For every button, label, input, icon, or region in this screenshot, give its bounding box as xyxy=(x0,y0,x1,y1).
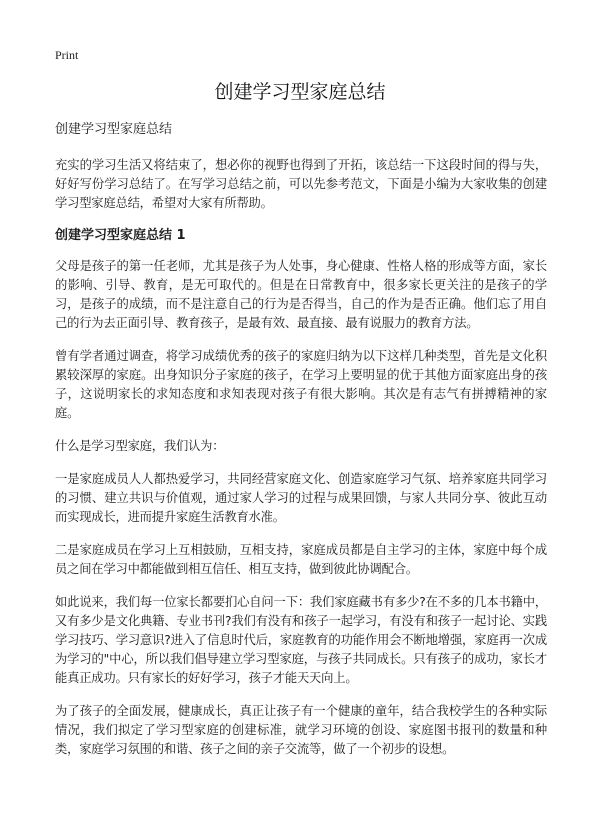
body-paragraph: 为了孩子的全面发展，健康成长，真正让孩子有一个健康的童年，结合我校学生的各种实际情况，我们拟定了学习型家庭的创建标准，就学习环境的创设、家庭图书报刊的数量和种类，家庭学习氛围的和谐、孩子之间的亲子交流等，做了一个初步的设想。 xyxy=(55,704,547,756)
document-subtitle: 创建学习型家庭总结 xyxy=(55,122,173,137)
body-paragraph: 什么是学习型家庭，我们认为： xyxy=(55,439,225,453)
body-paragraph: 二是家庭成员在学习上互相鼓励，互相支持，家庭成员都是自主学习的主体，家庭中每个成员之间在学习中都能做到相互信任、相互支持，做到彼此协调配合。 xyxy=(55,543,547,576)
body-paragraph: 一是家庭成员人人都热爱学习，共同经营家庭文化、创造家庭学习气氛、培养家庭共同学习的习惯、建立共识与价值观，通过家人学习的过程与成果回馈，与家人共同分享、彼此互动而实现成长，进而提升家庭生活教育水准。 xyxy=(55,472,547,524)
section-heading: 创建学习型家庭总结 1 xyxy=(55,228,186,243)
intro-paragraph: 充实的学习生活又将结束了，想必你的视野也得到了开拓，该总结一下这段时间的得与失，好好写份学习总结了。在写学习总结之前，可以先参考范文，下面是小编为大家收集的创建学习型家庭总结，希望对大家有所帮助。 xyxy=(55,158,547,210)
page-title: 创建学习型家庭总结 xyxy=(214,81,386,103)
body-paragraph: 如此说来，我们每一位家长都要扪心自问一下：我们家庭藏书有多少?在不多的几本书籍中，又有多少是文化典籍、专业书刊?我们有没有和孩子一起学习，有没有和孩子一起讨论、实践学习技巧、学习意识?进入了信息时代后，家庭教育的功能作用会不断地增强，家庭再一次成为学习的"中心，所以我们倡导建立学习型家庭，与孩子共同成长。只有孩子的成功，家长才能真正成功。只有家长的好好学习，孩子才能天天向上。 xyxy=(55,595,547,685)
print-link[interactable]: Print xyxy=(55,48,79,62)
body-paragraph: 曾有学者通过调查，将学习成绩优秀的孩子的家庭归纳为以下这样几种类型，首先是文化积累较深厚的家庭。出身知识分子家庭的孩子，在学习上要明显的优于其他方面家庭出身的孩子，这说明家长的求知态度和求知表现对孩子有很大影响。其次是有志气有拼搏精神的家庭。 xyxy=(55,349,547,420)
body-paragraph: 父母是孩子的第一任老师，尤其是孩子为人处事，身心健康、性格人格的形成等方面，家长的影响、引导、教育，是无可取代的。但是在日常教育中，很多家长更关注的是孩子的学习，是孩子的成绩，而不是注意自己的行为是否得当，自己的作为是否正确。他们忘了用自己的行为去正面引导、教育孩子，是最有效、最直接、最有说服力的教育方法。 xyxy=(55,259,547,330)
document-body xyxy=(55,121,547,773)
